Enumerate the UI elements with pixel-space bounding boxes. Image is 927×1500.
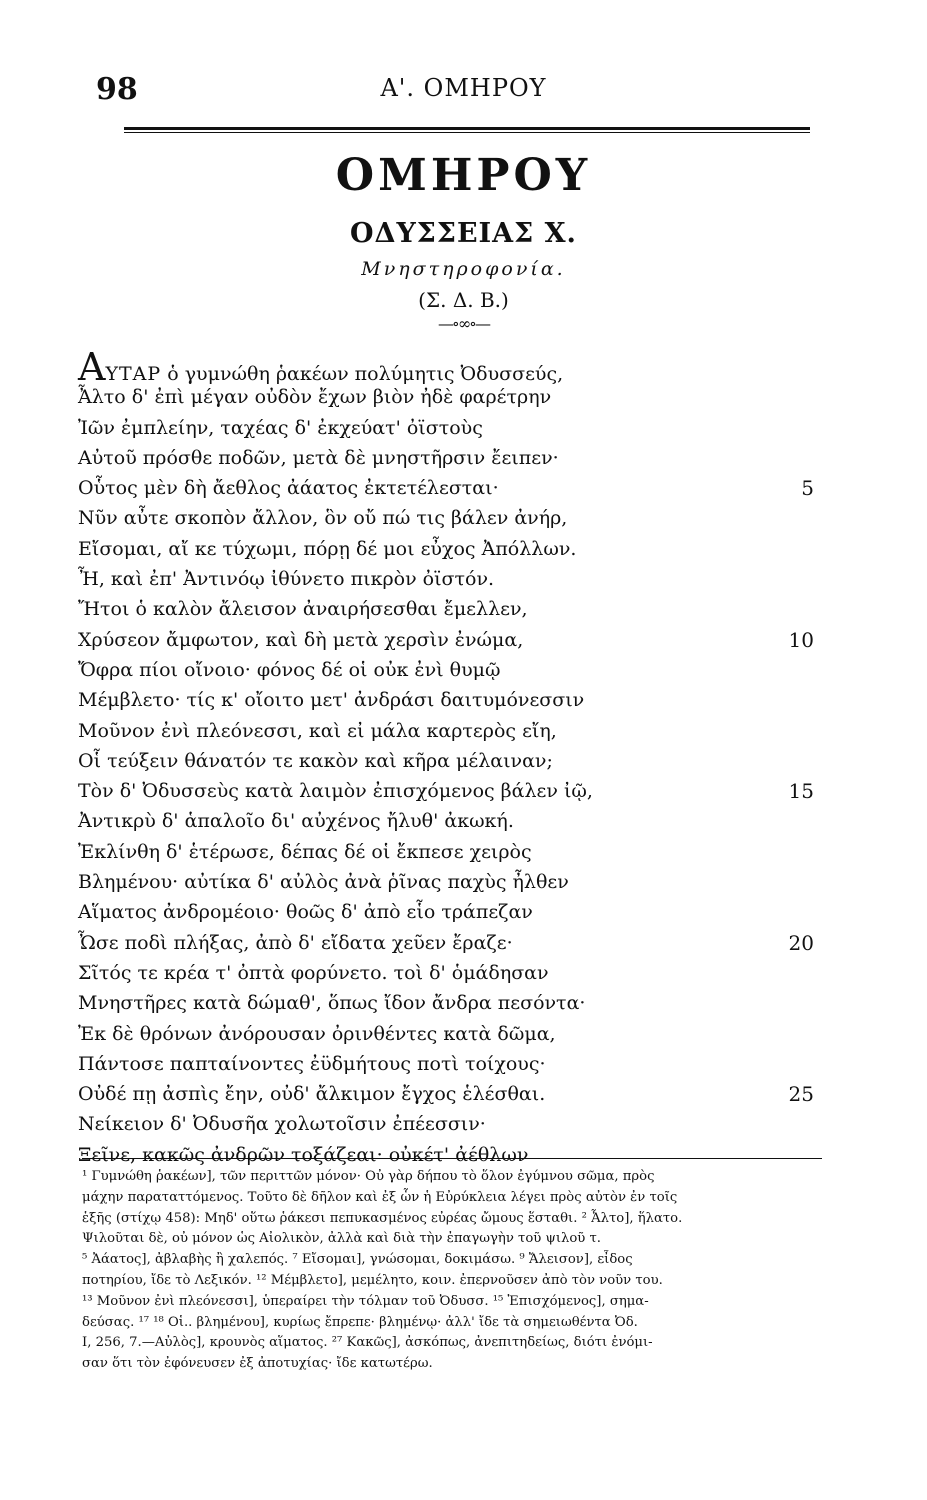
footnote-line: ἑξῆς (στίχῳ 458): Μηδ' οὕτω ῥάκεσι πεπυκασμένος εὐρέας ὤμους ἕσταθι. ² Ἆλτο], ἥλατο. bbox=[82, 1210, 683, 1226]
verse-line bbox=[78, 1079, 818, 1109]
verse-line bbox=[78, 345, 818, 389]
verse-line bbox=[78, 958, 818, 988]
verse-line bbox=[78, 1140, 818, 1170]
verse-text: Αὐτοῦ πρόσθε ποδῶν, μετὰ δὲ μνηστῆρσιν ἔειπεν· bbox=[78, 446, 559, 469]
footnote-line: σαν ὅτι τὸν ἐφόνευσεν ἐξ ἀποτυχίας· ἴδε κατωτέρω. bbox=[82, 1356, 433, 1372]
verse-text: Ἆλτο δ' ἐπὶ μέγαν οὐδὸν ἔχων βιὸν ἠδὲ φαρέτρην bbox=[78, 386, 552, 409]
verse-list bbox=[78, 345, 818, 1170]
verse-text: Ἐκ δὲ θρόνων ἀνόρουσαν ὀρινθέντες κατὰ δῶμα, bbox=[78, 1022, 556, 1045]
footnote-line: ⁵ Ἀάατος], ἀβλαβὴς ἢ χαλεπός. ⁷ Εἴσομαι], γνώσομαι, δοκιμάσω. ⁹ Ἄλεισον], εἶδος bbox=[82, 1252, 633, 1268]
verse-line bbox=[78, 746, 818, 776]
footnote-line: μάχην παραταττόμενος. Τοῦτο δὲ δῆλον καὶ ἐξ ὧν ἡ Εὐρύκλεια λέγει πρὸς αὐτὸν ἐν τοῖς bbox=[82, 1189, 678, 1205]
verse-text: Χρύσεον ἄμφωτον, καὶ δὴ μετὰ χερσὶν ἐνώμα, bbox=[78, 628, 524, 651]
footnote-line: ¹³ Μοῦνον ἐνὶ πλεόνεσσι], ὑπεραίρει τὴν τόλμαν τοῦ Ὀδυσσ. ¹⁵ Ἐπισχόμενος], σημα- bbox=[82, 1293, 649, 1309]
verse-line bbox=[78, 928, 818, 958]
verse-text: Οἷ τεύξειν θάνατόν τε κακὸν καὶ κῆρα μέλαιναν; bbox=[78, 749, 553, 772]
verse-line bbox=[78, 897, 818, 927]
verse-line bbox=[78, 867, 818, 897]
verse-text: Ἤτοι ὁ καλὸν ἄλεισον ἀναιρήσεσθαι ἔμελλεν, bbox=[78, 598, 528, 621]
verse-text: ὁ γυμνώθη ῥακέων πολύμητις Ὀδυσσεύς, bbox=[161, 363, 564, 385]
verse-line bbox=[78, 564, 818, 594]
verse-line bbox=[78, 594, 818, 624]
verse-line bbox=[78, 806, 818, 836]
verse-line bbox=[78, 716, 818, 746]
verse-line bbox=[78, 655, 818, 685]
first-word: ΥΤΑΡ bbox=[105, 363, 162, 385]
verse-text: Ἀντικρὺ δ' ἁπαλοῖο δι' αὐχένος ἤλυθ' ἀκωκή. bbox=[78, 810, 514, 833]
drop-cap: Α bbox=[78, 345, 106, 389]
verse-line bbox=[78, 988, 818, 1018]
verse-text: Εἴσομαι, αἴ κε τύχωμι, πόρῃ δέ μοι εὖχος Ἀπόλλων. bbox=[78, 537, 577, 560]
footnote-rule bbox=[82, 1158, 822, 1159]
footnotes bbox=[82, 1167, 814, 1375]
verse-text: Πάντοσε παπταίνοντες ἐϋδμήτους ποτὶ τοίχους· bbox=[78, 1052, 546, 1075]
verse-line bbox=[78, 413, 818, 443]
page-number: 98 bbox=[96, 72, 138, 107]
running-head: Α'. ΟΜΗΡΟΥ bbox=[380, 74, 547, 102]
header-rule bbox=[124, 127, 810, 133]
verse-line bbox=[78, 503, 818, 533]
verse-line bbox=[78, 443, 818, 473]
footnote-line: ¹ Γυμνώθη ῥακέων], τῶν περιττῶν μόνον· Οὐ γὰρ δήπου τὸ ὅλον ἐγύμνου σῶμα, πρὸς bbox=[82, 1169, 655, 1184]
verse-text: Ἐκλίνθη δ' ἑτέρωσε, δέπας δέ οἱ ἔκπεσε χειρὸς bbox=[78, 840, 532, 863]
verse-line bbox=[78, 776, 818, 806]
footnote-line: Ψιλοῦται δὲ, οὐ μόνον ὡς Αἰολικὸν, ἀλλὰ καὶ διὰ τὴν ἐπαγωγὴν τοῦ ψιλοῦ τ. bbox=[82, 1231, 601, 1247]
verse-line bbox=[78, 625, 818, 655]
verse-number: 5 bbox=[801, 476, 814, 501]
main-title: ΟΜΗΡΟΥ bbox=[335, 150, 592, 201]
book-subtitle: Μνηστηροφονία. bbox=[361, 258, 566, 280]
verse-text: Αἵματος ἀνδρομέοιο· θοῶς δ' ἀπὸ εἷο τράπεζαν bbox=[78, 901, 533, 924]
verse-line bbox=[78, 382, 818, 412]
verse-text: Μοῦνον ἐνὶ πλεόνεσσι, καὶ εἰ μάλα καρτερὸς εἴη, bbox=[78, 719, 557, 742]
verse-text: Μέμβλετο· τίς κ' οἴοιτο μετ' ἀνδράσι δαιτυμόνεσσιν bbox=[78, 689, 585, 712]
verse-line bbox=[78, 685, 818, 715]
verse-line bbox=[78, 1019, 818, 1049]
verse-number: 25 bbox=[788, 1082, 814, 1107]
verse-text: Ὦσε ποδὶ πλήξας, ἀπὸ δ' εἴδατα χεῦεν ἔραζε· bbox=[78, 931, 513, 954]
verse-text: Οὐδέ πῃ ἀσπὶς ἔην, οὐδ' ἄλκιμον ἔγχος ἑλέσθαι. bbox=[78, 1083, 546, 1106]
verse-text: Τὸν δ' Ὀδυσσεὺς κατὰ λαιμὸν ἐπισχόμενος βάλεν ἰῷ, bbox=[78, 780, 593, 803]
footnote-line: ποτηρίου, ἴδε τὸ Λεξικόν. ¹² Μέμβλετο], μεμέλητο, κοιν. ἐπερνοῦσεν ἀπὸ τὸν νοῦν του. bbox=[82, 1272, 663, 1288]
footnote-line: δεύσας. ¹⁷ ¹⁸ Οἱ.. βλημένου], κυρίως ἔπρεπε· βλημένῳ· ἀλλ' ἴδε τὰ σημειωθέντα Ὀδ. bbox=[82, 1314, 638, 1330]
verse-text: Μνηστῆρες κατὰ δώμαθ', ὅπως ἴδον ἄνδρα πεσόντα· bbox=[78, 992, 586, 1015]
verse-line bbox=[78, 534, 818, 564]
verse-number: 15 bbox=[788, 779, 814, 804]
book-title: ΟΔΥΣΣΕΙΑΣ Χ. bbox=[350, 218, 577, 249]
title-ornament: —∘∞∘— bbox=[437, 314, 489, 333]
verse-text: Ἦ, καὶ ἐπ' Ἀντινόῳ ἰθύνετο πικρὸν ὀϊστόν. bbox=[78, 568, 495, 591]
verse-text: Νῦν αὖτε σκοπὸν ἄλλον, ὃν οὔ πώ τις βάλεν ἀνήρ, bbox=[78, 507, 568, 530]
verse-line bbox=[78, 1109, 818, 1139]
verse-number: 20 bbox=[788, 930, 814, 955]
verse-text: Οὗτος μὲν δὴ ἄεθλος ἀάατος ἐκτετέλεσται· bbox=[78, 477, 499, 500]
verse-text: Ἰῶν ἐμπλείην, ταχέας δ' ἐκχεύατ' ὀϊστοὺς bbox=[78, 416, 483, 439]
verse-number: 10 bbox=[788, 627, 814, 652]
verse-text: Βλημένου· αὐτίκα δ' αὐλὸς ἀνὰ ῥῖνας παχὺς ἦλθεν bbox=[78, 871, 569, 894]
verse-line bbox=[78, 837, 818, 867]
verse-text: Ὄφρα πίοι οἴνοιο· φόνος δέ οἱ οὐκ ἐνὶ θυμῷ bbox=[78, 658, 501, 681]
edition-mark: (Σ. Δ. Β.) bbox=[418, 288, 509, 312]
verse-text: Ξεῖνε, κακῶς ἀνδρῶν τοξάζεαι· οὐκέτ' ἀέθλων bbox=[78, 1143, 529, 1166]
verse-line bbox=[78, 1049, 818, 1079]
footnote-line: Ι, 256, 7.—Αὐλὸς], κρουνὸς αἵματος. ²⁷ Κακῶς], ἀσκόπως, ἀνεπιτηδείως, διότι ἐνόμι- bbox=[82, 1335, 653, 1351]
verse-text: Νείκειον δ' Ὀδυσῆα χολωτοῖσιν ἐπέεσσιν· bbox=[78, 1113, 486, 1136]
verse-line bbox=[78, 473, 818, 503]
verse-text: Σῖτός τε κρέα τ' ὀπτὰ φορύνετο. τοὶ δ' ὁμάδησαν bbox=[78, 961, 549, 984]
